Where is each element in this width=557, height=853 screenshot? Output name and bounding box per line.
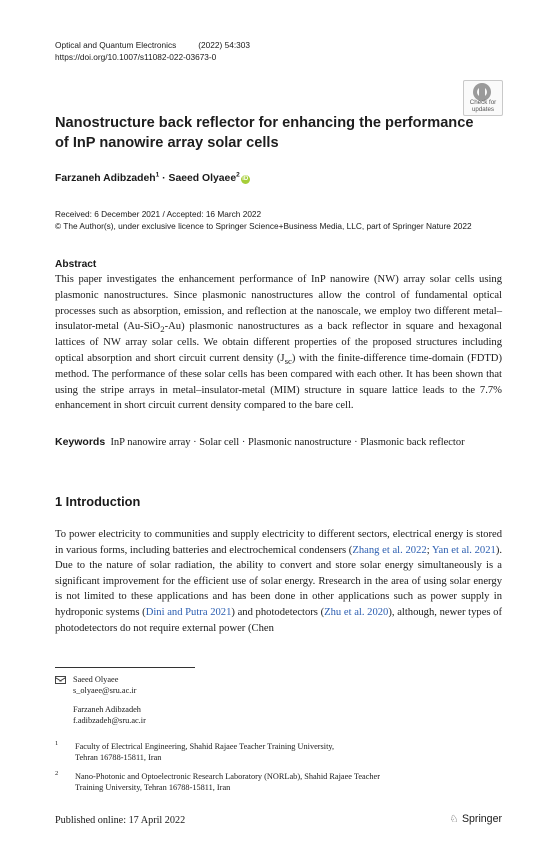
article-title: Nanostructure back reflector for enhancing the performance of InP nanowire array solar cells [55,115,474,151]
citation-link[interactable]: Zhu et al. 2020 [324,606,389,618]
author-name[interactable]: Saeed Olyaee [168,173,237,184]
badge-line2: updates [471,105,495,113]
springer-horse-icon: ♘ [449,814,459,825]
keywords-label: Keywords [55,436,106,448]
affiliation: Nano-Photonic and Optoelectronic Research Laboratory (NORLab), Shahid Rajaee Teacher Training University, Tehran 16788-15811, Iran [75,772,380,793]
affiliation-number: 1 [55,740,59,747]
author-name[interactable]: Farzaneh Adibzadeh [55,173,156,184]
coauthor-contact [73,704,146,727]
affiliation-number: 2 [55,770,59,777]
section-heading: 1 Introduction [55,494,141,509]
intro-text: To power electricity to communities and supply electricity to different sectors, electrical energy is stored in various forms, including batteries and electrochemical condensers (Zhang et al. 2022; Yan et al. 2021). Due to the nature of solar radiation, the ability to convert and store solar energy simultaneously is a significant improvement for the efficient use of solar energy. Rresearch in the area of using solar energy is not limited to these applications and has been done in other applications such as power supply in hydroponic systems (Dini and Putra 2021) and photodetectors (Zhu et al. 2020), although, newer types of photodetectors do not require external power (Chen [55,529,503,634]
badge-line1: Check for [469,99,497,106]
affiliation: Faculty of Electrical Engineering, Shahid Rajaee Teacher Training University, Tehran 16788-15811, Iran [75,742,335,763]
keywords-list: InP nanowire array · Solar cell · Plasmonic nanostructure · Plasmonic back reflector [110,437,465,448]
corresponding-author [73,674,136,697]
keywords [55,434,502,451]
abstract-heading: Abstract [55,259,97,270]
citation-link[interactable]: Dini and Putra 2021 [145,606,232,618]
author-line [55,173,250,184]
author-separator: · [159,173,169,184]
orcid-icon[interactable]: iD [242,176,249,182]
citation-link[interactable]: Zhang et al. 2022 [352,544,427,556]
check-for-updates-badge[interactable] [463,80,503,116]
contact-name: Farzaneh Adibzadeh [73,705,141,714]
abstract-text: This paper investigates the enhancement performance of InP nanowire (NW) array solar cells using plasmonic nanostructures. Since plasmonic nanostructures allow the control of fundamental optical processes such as absorption, emission, and reflection at the nanoscale, we employ two different metal–insulator-metal (Au-SiO$_2$-Au) plasmonic nanostructures as a back reflector in square and hexagonal lattices of NW array solar cells. We obtain different properties of the proposed structures including optical absorption and short circuit current density $(J_{sc})$ with the finite-difference time-domain (FDTD) method. The performance of these solar cells has been compared with each other. It has been shown that using the stripe arrays in metal–insulator-metal (MIM) structure in square lattice leads to the 7.7% enhancement in short circuit current density compared to the bare cell. [55,274,502,412]
contact-email[interactable]: f.adibzadeh@sru.ac.ir [73,716,146,726]
envelope-icon [55,676,66,684]
citation-link[interactable]: Yan et al. 2021 [431,544,496,556]
received-accepted-dates: Received: 6 December 2021 / Accepted: 16 March 2022 [55,209,262,219]
publisher-logo [449,813,502,825]
footnote-rule [55,667,195,668]
affiliation-marker: 1 [155,171,160,179]
affiliation-marker: 2 [236,171,240,179]
contact-name: Saeed Olyaee [73,675,119,684]
publisher-name: Springer [461,813,502,825]
journal-line [55,39,250,51]
journal-name: Optical and Quantum Electronics [55,40,177,50]
journal-volume: (2022) 54:303 [198,40,250,50]
published-date: Published online: 17 April 2022 [55,815,186,826]
doi-link[interactable]: https://doi.org/10.1007/s11082-022-03673-0 [55,52,217,62]
copyright-notice: © The Author(s), under exclusive licence to Springer Science+Business Media, LLC, part of Springer Nature 2022 [55,221,472,231]
contact-email[interactable]: s_olyaee@sru.ac.ir [73,686,137,696]
